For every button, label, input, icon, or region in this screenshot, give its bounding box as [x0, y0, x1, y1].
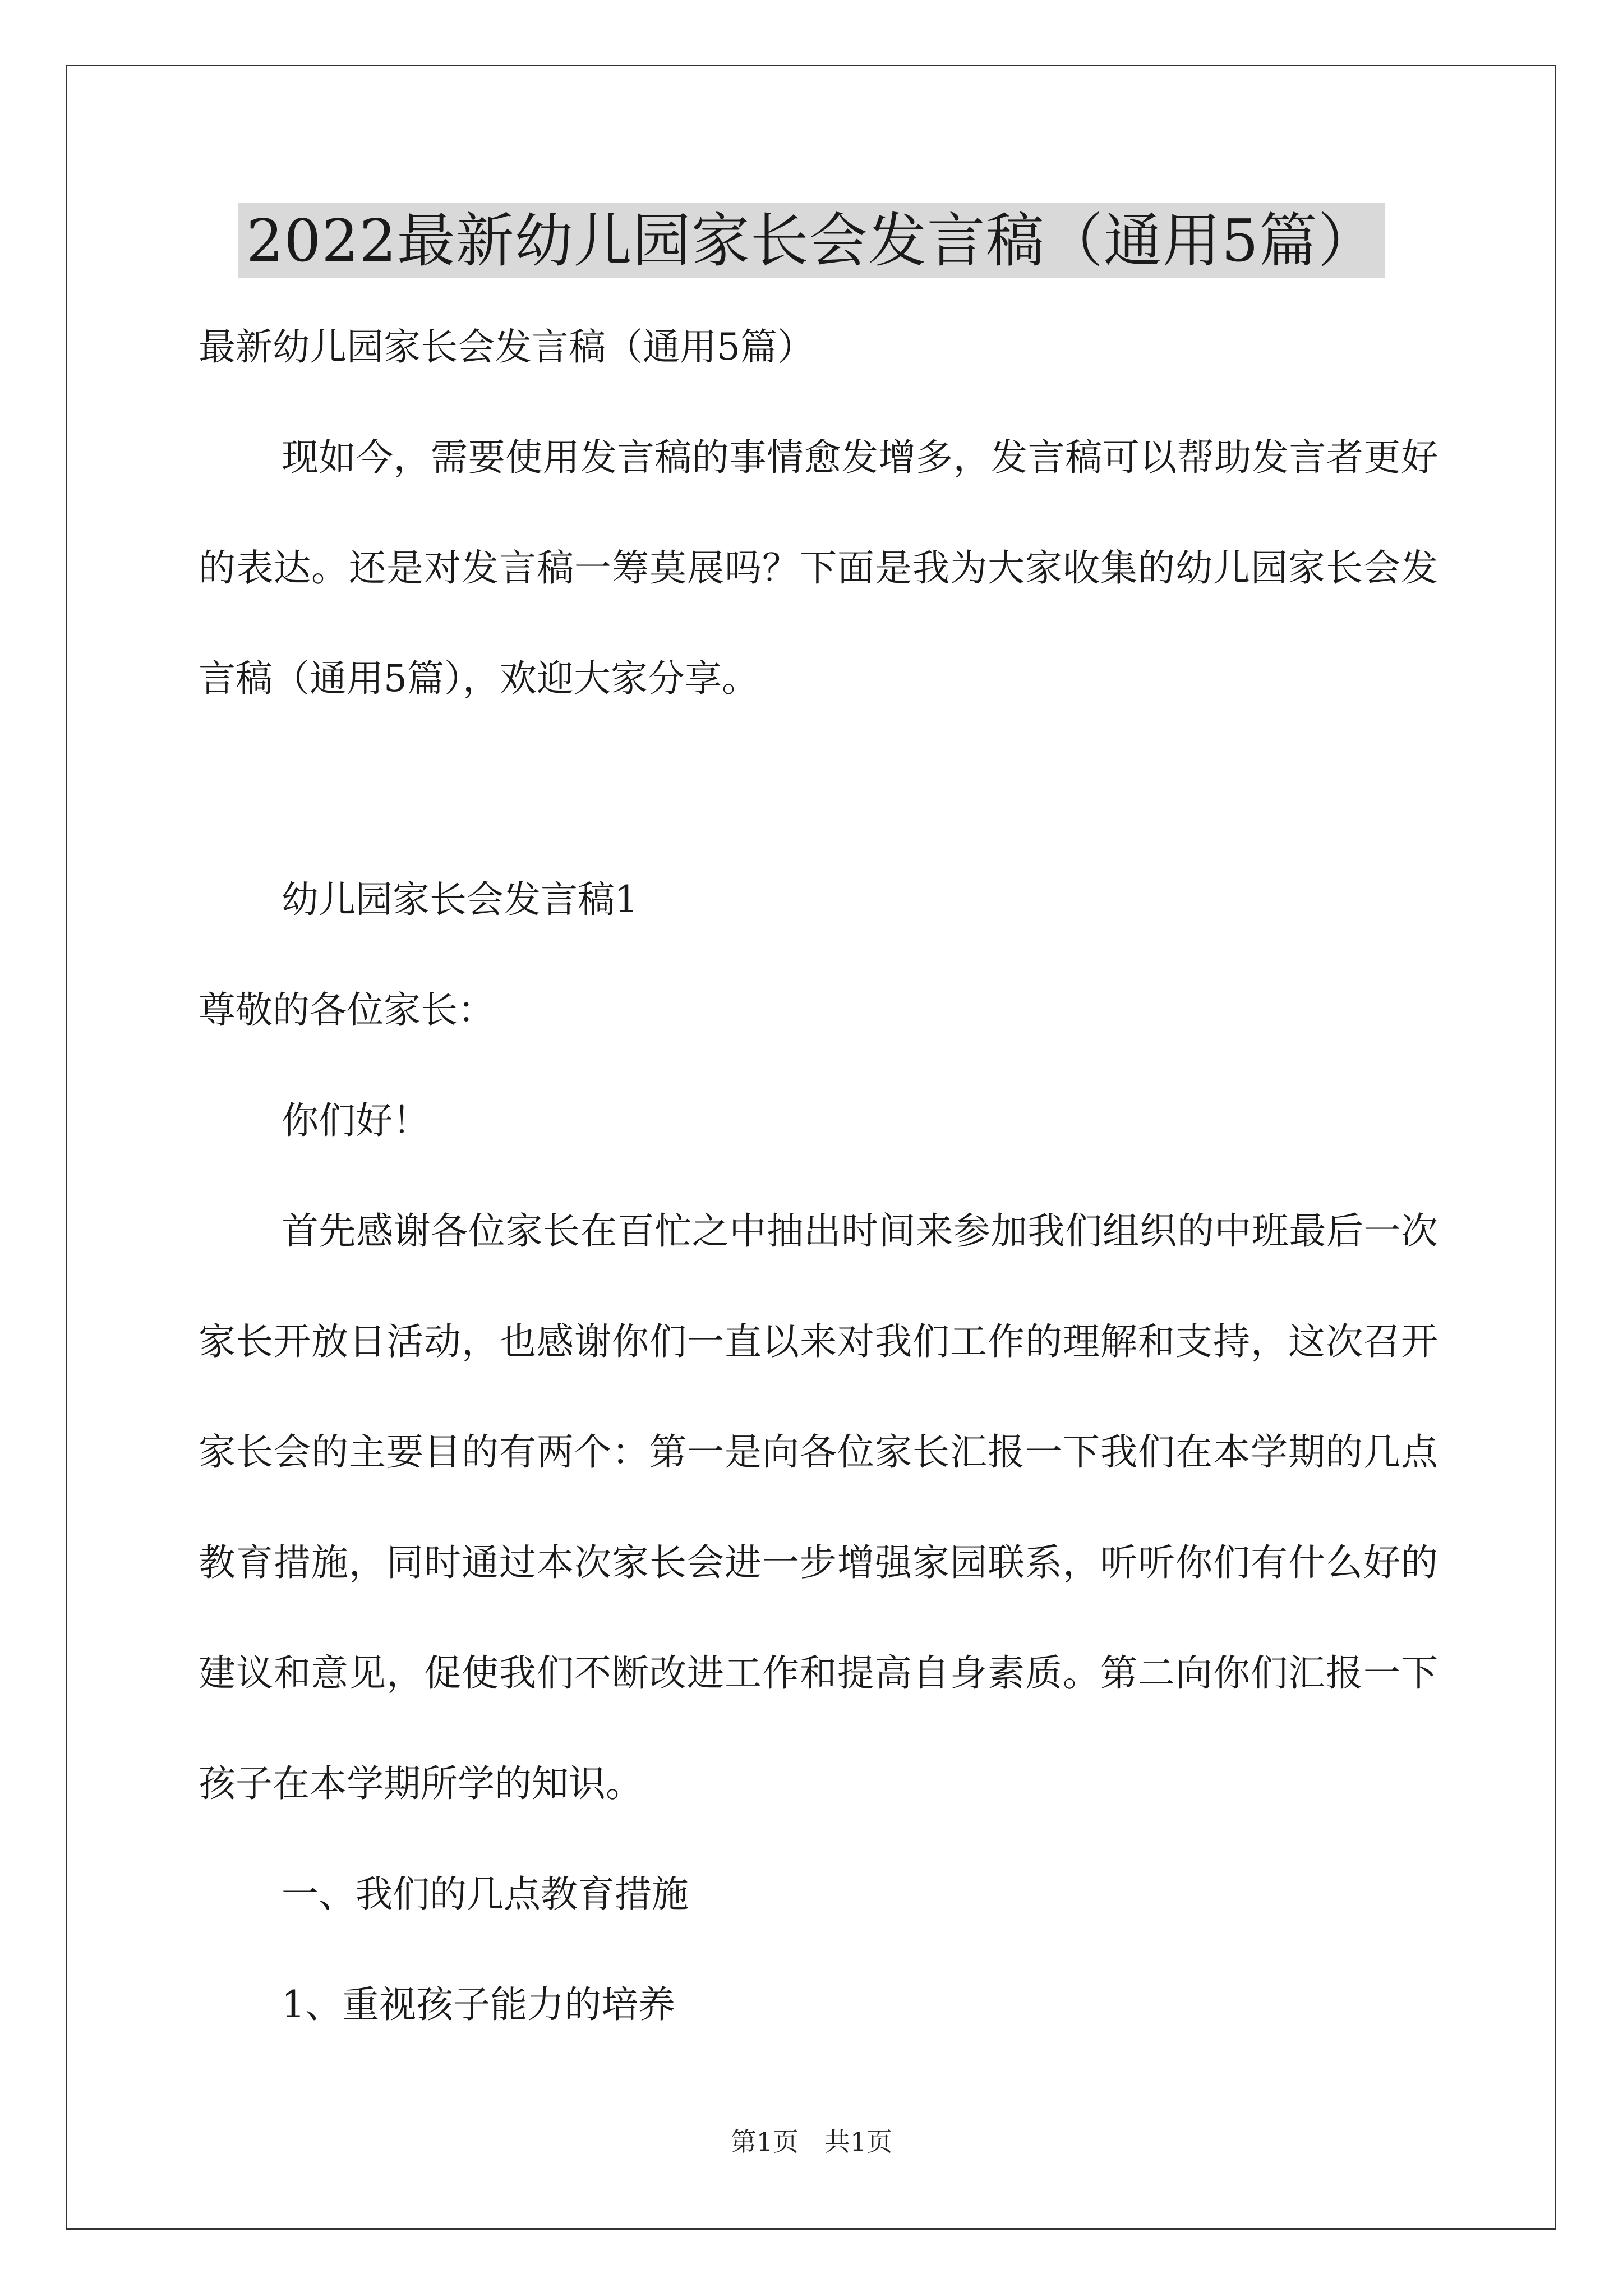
body-paragraph: 首先感谢各位家长在百忙之中抽出时间来参加我们组织的中班最后一次家长开放日活动，也感谢你们一直以来对我们工作的理解和支持，这次召开家长会的主要目的有两个：第一是向各位家长汇报一下我们在本学期的几点教育措施，同时通过本次家长会进一步增强家园联系，听听你们有什么好的建议和意见，促使我们不断改进工作和提高自身素质。第二向你们汇报一下孩子在本学期所学的知识。	[199, 1209, 1438, 1805]
section-heading: 幼儿园家长会发言稿1	[282, 878, 638, 921]
title-container	[0, 203, 1623, 278]
blank-line	[199, 734, 1438, 844]
subsection-heading: 一、我们的几点教育措施	[282, 1872, 689, 1916]
document-body	[199, 292, 1438, 2060]
subtitle-paragraph: 最新幼儿园家长会发言稿（通用5篇）	[199, 325, 814, 369]
list-item: 1、重视孩子能力的培养	[282, 1983, 675, 2026]
document-title: 2022最新幼儿园家长会发言稿（通用5篇）	[238, 203, 1385, 278]
salutation: 尊敬的各位家长：	[199, 988, 495, 1032]
intro-paragraph: 现如今，需要使用发言稿的事情愈发增多，发言稿可以帮助发言者更好的表达。还是对发言稿一筹莫展吗？下面是我为大家收集的幼儿园家长会发言稿（通用5篇），欢迎大家分享。	[199, 436, 1438, 700]
greeting: 你们好！	[282, 1099, 430, 1142]
page-number: 第1页 共1页	[730, 2127, 893, 2157]
